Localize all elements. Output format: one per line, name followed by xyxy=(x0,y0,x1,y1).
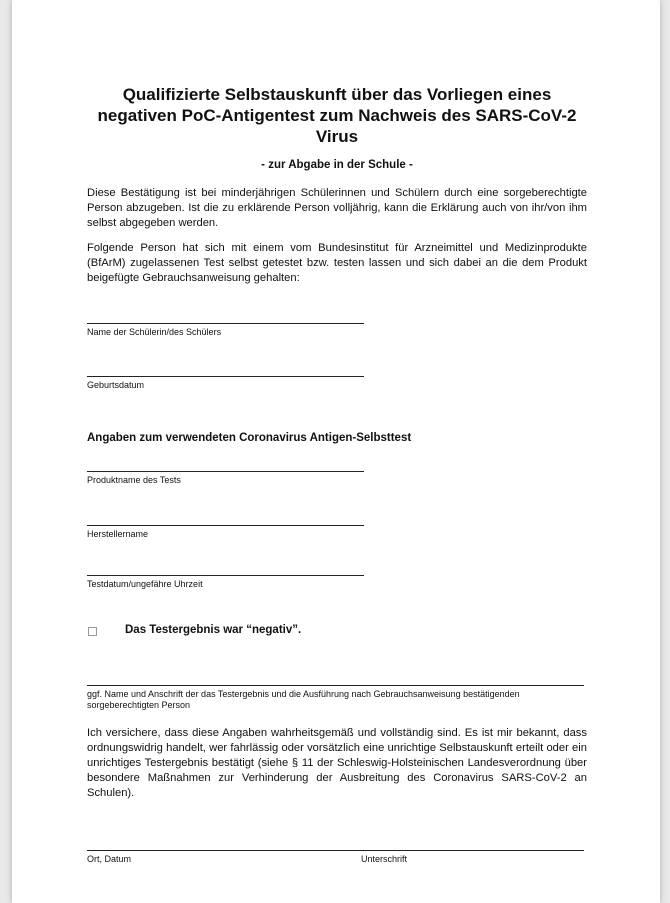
signature-label: Unterschrift xyxy=(361,854,408,864)
place-date-label: Ort, Datum xyxy=(87,854,132,864)
product-name-label: Produktname des Tests xyxy=(87,475,181,485)
signature-line[interactable] xyxy=(87,850,584,851)
birth-date-label: Geburtsdatum xyxy=(87,380,145,390)
title-line-2: negativen PoC-Antigentest zum Nachweis des SARS-CoV-2 xyxy=(97,106,577,125)
test-datetime-label: Testdatum/ungefähre Uhrzeit xyxy=(87,579,203,589)
guardian-line[interactable] xyxy=(87,685,584,686)
title-line-1: Qualifizierte Selbstauskunft über das Vorliegen eines xyxy=(122,85,552,104)
negative-result-checkbox[interactable] xyxy=(88,627,97,636)
intro-paragraph: Diese Bestätigung ist bei minderjährigen Schülerinnen und Schülern durch eine sorgeberechtigte Person abzugeben. Ist die zu erklärende Person volljährig, kann die Erklärung auch von ihr/von ihm selbst abgegeben werden. xyxy=(87,187,587,229)
manufacturer-label: Herstellername xyxy=(87,529,149,539)
student-name-line[interactable] xyxy=(87,323,364,324)
title-line-3: Virus xyxy=(315,127,359,146)
manufacturer-line[interactable] xyxy=(87,525,364,526)
test-section-heading: Angaben zum verwendeten Coronavirus Antigen-Selbsttest xyxy=(87,432,412,444)
document-page xyxy=(12,0,660,903)
birth-date-line[interactable] xyxy=(87,376,364,377)
test-datetime-line[interactable] xyxy=(87,575,364,576)
test-paragraph: Folgende Person hat sich mit einem vom Bundesinstitut für Arzneimittel und Medizinprodukte (BfArM) zugelassenen Test selbst getestet bzw. testen lassen und sich dabei an die dem Produkt beigefügte Gebrauchsanweisung gehalten: xyxy=(87,242,587,284)
product-name-line[interactable] xyxy=(87,471,364,472)
document-title xyxy=(82,84,592,147)
negative-result-label: Das Testergebnis war “negativ”. xyxy=(125,624,302,636)
document-subtitle: - zur Abgabe in der Schule - xyxy=(261,159,413,171)
declaration-paragraph: Ich versichere, dass diese Angaben wahrheitsgemäß und vollständig sind. Es ist mir bekannt, dass ordnungswidrig handelt, wer fahrlässig oder vorsätzlich eine unrichtige Selbstauskunft erteilt oder ein unrichtiges Testergebnis bestätigt (siehe § 11 der Schleswig-Holsteinischen Landesverordnung über besondere Maßnahmen zur Verhinderung der Ausbreitung des Coronavirus SARS-CoV-2 an Schulen). xyxy=(87,727,587,799)
guardian-label: ggf. Name und Anschrift der das Testergebnis und die Ausführung nach Gebrauchsanweisung bestätigenden sorgeberechtigten Person xyxy=(87,689,520,710)
student-name-label: Name der Schülerin/des Schülers xyxy=(87,327,222,337)
